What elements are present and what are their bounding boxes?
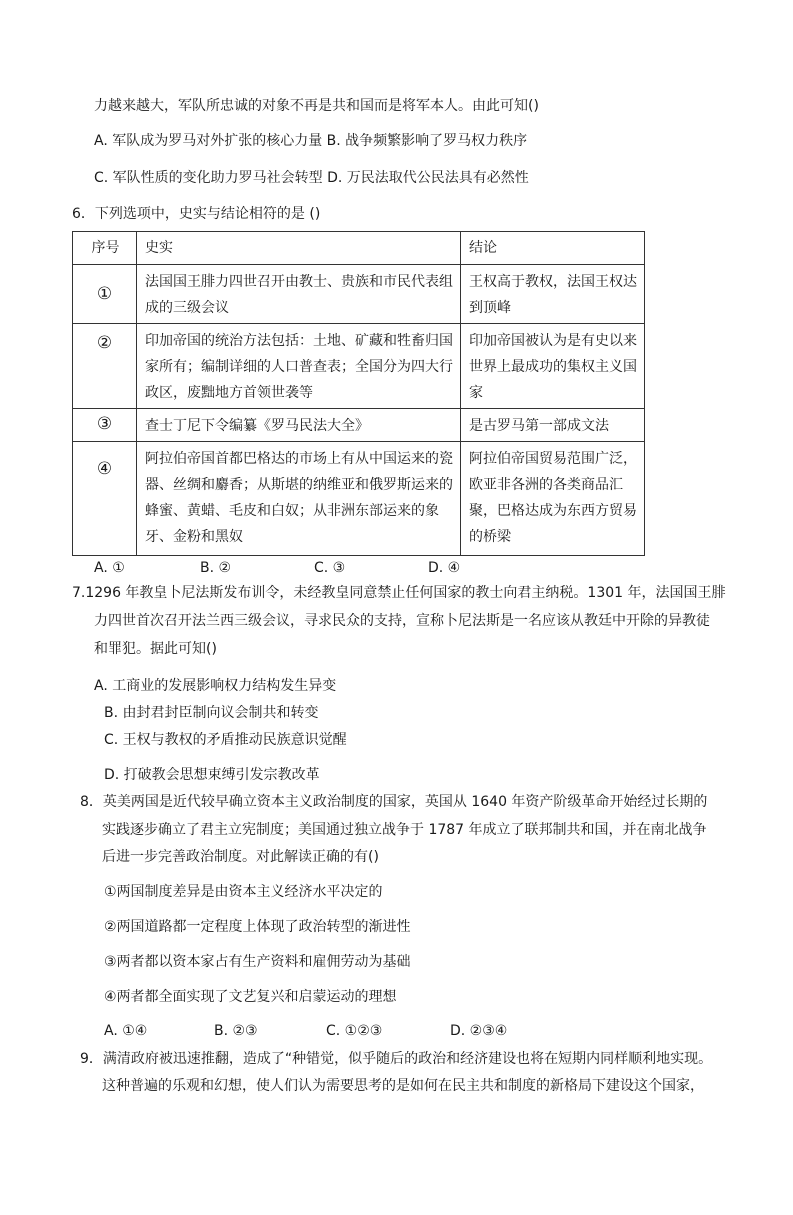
row-number: ① <box>73 265 137 324</box>
table-header-no: 序号 <box>73 232 137 265</box>
row-conclusion: 王权高于教权，法国王权达到顶峰 <box>461 265 645 324</box>
row-conclusion: 阿拉伯帝国贸易范围广泛，欧亚非各洲的各类商品汇聚，巴格达成为东西方贸易的桥梁 <box>461 442 645 556</box>
table-header-row <box>73 232 645 265</box>
row-conclusion: 是古罗马第一部成文法 <box>461 409 645 442</box>
row-fact: 阿拉伯帝国首都巴格达的市场上有从中国运来的瓷器、丝绸和麝香；从斯堪的纳维亚和俄罗斯运来的蜂蜜、黄蜡、毛皮和白奴；从非洲东部运来的象牙、金粉和黑奴 <box>137 442 461 556</box>
q5-options-ab: A. 军队成为罗马对外扩张的核心力量 B. 战争频繁影响了罗马权力秩序 <box>94 133 528 149</box>
q7-option-c: C. 王权与教权的矛盾推动民族意识觉醒 <box>104 732 347 748</box>
table-row <box>73 265 645 324</box>
q8-option-b: B. ②③ <box>214 1023 258 1039</box>
row-number: ② <box>73 324 137 409</box>
q8-stem-line3: 后进一步完善政治制度。对此解读正确的有() <box>102 849 379 865</box>
row-fact: 法国国王腓力四世召开由教士、贵族和市民代表组成的三级会议 <box>137 265 461 324</box>
row-fact: 查士丁尼下令编纂《罗马民法大全》 <box>137 409 461 442</box>
q6-option-d: D. ④ <box>428 560 461 576</box>
q8-statement-1: ①两国制度差异是由资本主义经济水平决定的 <box>104 884 383 900</box>
q8-statement-2: ②两国道路都一定程度上体现了政治转型的渐进性 <box>104 919 411 935</box>
q8-option-d: D. ②③④ <box>450 1023 508 1039</box>
q6-stem: 6．下列选项中，史实与结论相符的是 () <box>72 206 321 222</box>
q7-option-b: B. 由封君封臣制向议会制共和转变 <box>104 705 319 721</box>
q6-option-b: B. ② <box>200 560 232 576</box>
table-row <box>73 409 645 442</box>
q6-table <box>72 231 645 556</box>
table-header-fact: 史实 <box>137 232 461 265</box>
q6-option-a: A. ① <box>94 560 125 576</box>
q8-statement-3: ③两者都以资本家占有生产资料和雇佣劳动为基础 <box>104 954 411 970</box>
row-conclusion: 印加帝国被认为是有史以来世界上最成功的集权主义国家 <box>461 324 645 409</box>
q5-options-cd: C. 军队性质的变化助力罗马社会转型 D. 万民法取代公民法具有必然性 <box>94 170 529 186</box>
row-number: ③ <box>73 409 137 442</box>
table-header-conclusion: 结论 <box>461 232 645 265</box>
table-row <box>73 324 645 409</box>
table-row <box>73 442 645 556</box>
q9-stem-line1: 9．满清政府被迅速推翻，造成了“种错觉，似乎随后的政治和经济建设也将在短期内同样顺利地实现。 <box>80 1051 713 1067</box>
row-fact: 印加帝国的统治方法包括：土地、矿藏和牲畜归国家所有；编制详细的人口普查表；全国分为四大行政区，废黜地方首领世袭等 <box>137 324 461 409</box>
q8-option-c: C. ①②③ <box>326 1023 383 1039</box>
q8-statement-4: ④两者都全面实现了文艺复兴和启蒙运动的理想 <box>104 989 397 1005</box>
q8-stem-line1: 8．英美两国是近代较早确立资本主义政治制度的国家，英国从 1640 年资产阶级革命开始经过长期的 <box>80 794 708 810</box>
q8-stem-line2: 实践逐步确立了君主立宪制度；美国通过独立战争于 1787 年成立了联邦制共和国，并在南北战争 <box>102 822 707 838</box>
row-number: ④ <box>73 442 137 556</box>
q7-stem-line3: 和罪犯。据此可知() <box>94 641 217 657</box>
q8-option-a: A. ①④ <box>104 1023 148 1039</box>
q5-stem-tail: 力越来越大，军队所忠诚的对象不再是共和国而是将军本人。由此可知() <box>94 98 539 114</box>
q6-option-c: C. ③ <box>314 560 346 576</box>
q7-option-d: D. 打破教会思想束缚引发宗教改革 <box>104 767 320 783</box>
q7-stem-line2: 力四世首次召开法兰西三级会议，寻求民众的支持，宣称卜尼法斯是一名应该从教廷中开除的异教徒 <box>94 613 710 629</box>
q7-option-a: A. 工商业的发展影响权力结构发生异变 <box>94 678 337 694</box>
q7-stem-line1: 7.1296 年教皇卜尼法斯发布训令，未经教皇同意禁止任何国家的教士向君主纳税。1301 年，法国国王腓 <box>72 585 726 601</box>
q9-stem-line2: 这种普遍的乐观和幻想，使人们认为需要思考的是如何在民主共和制度的新格局下建设这个国家， <box>102 1078 704 1094</box>
